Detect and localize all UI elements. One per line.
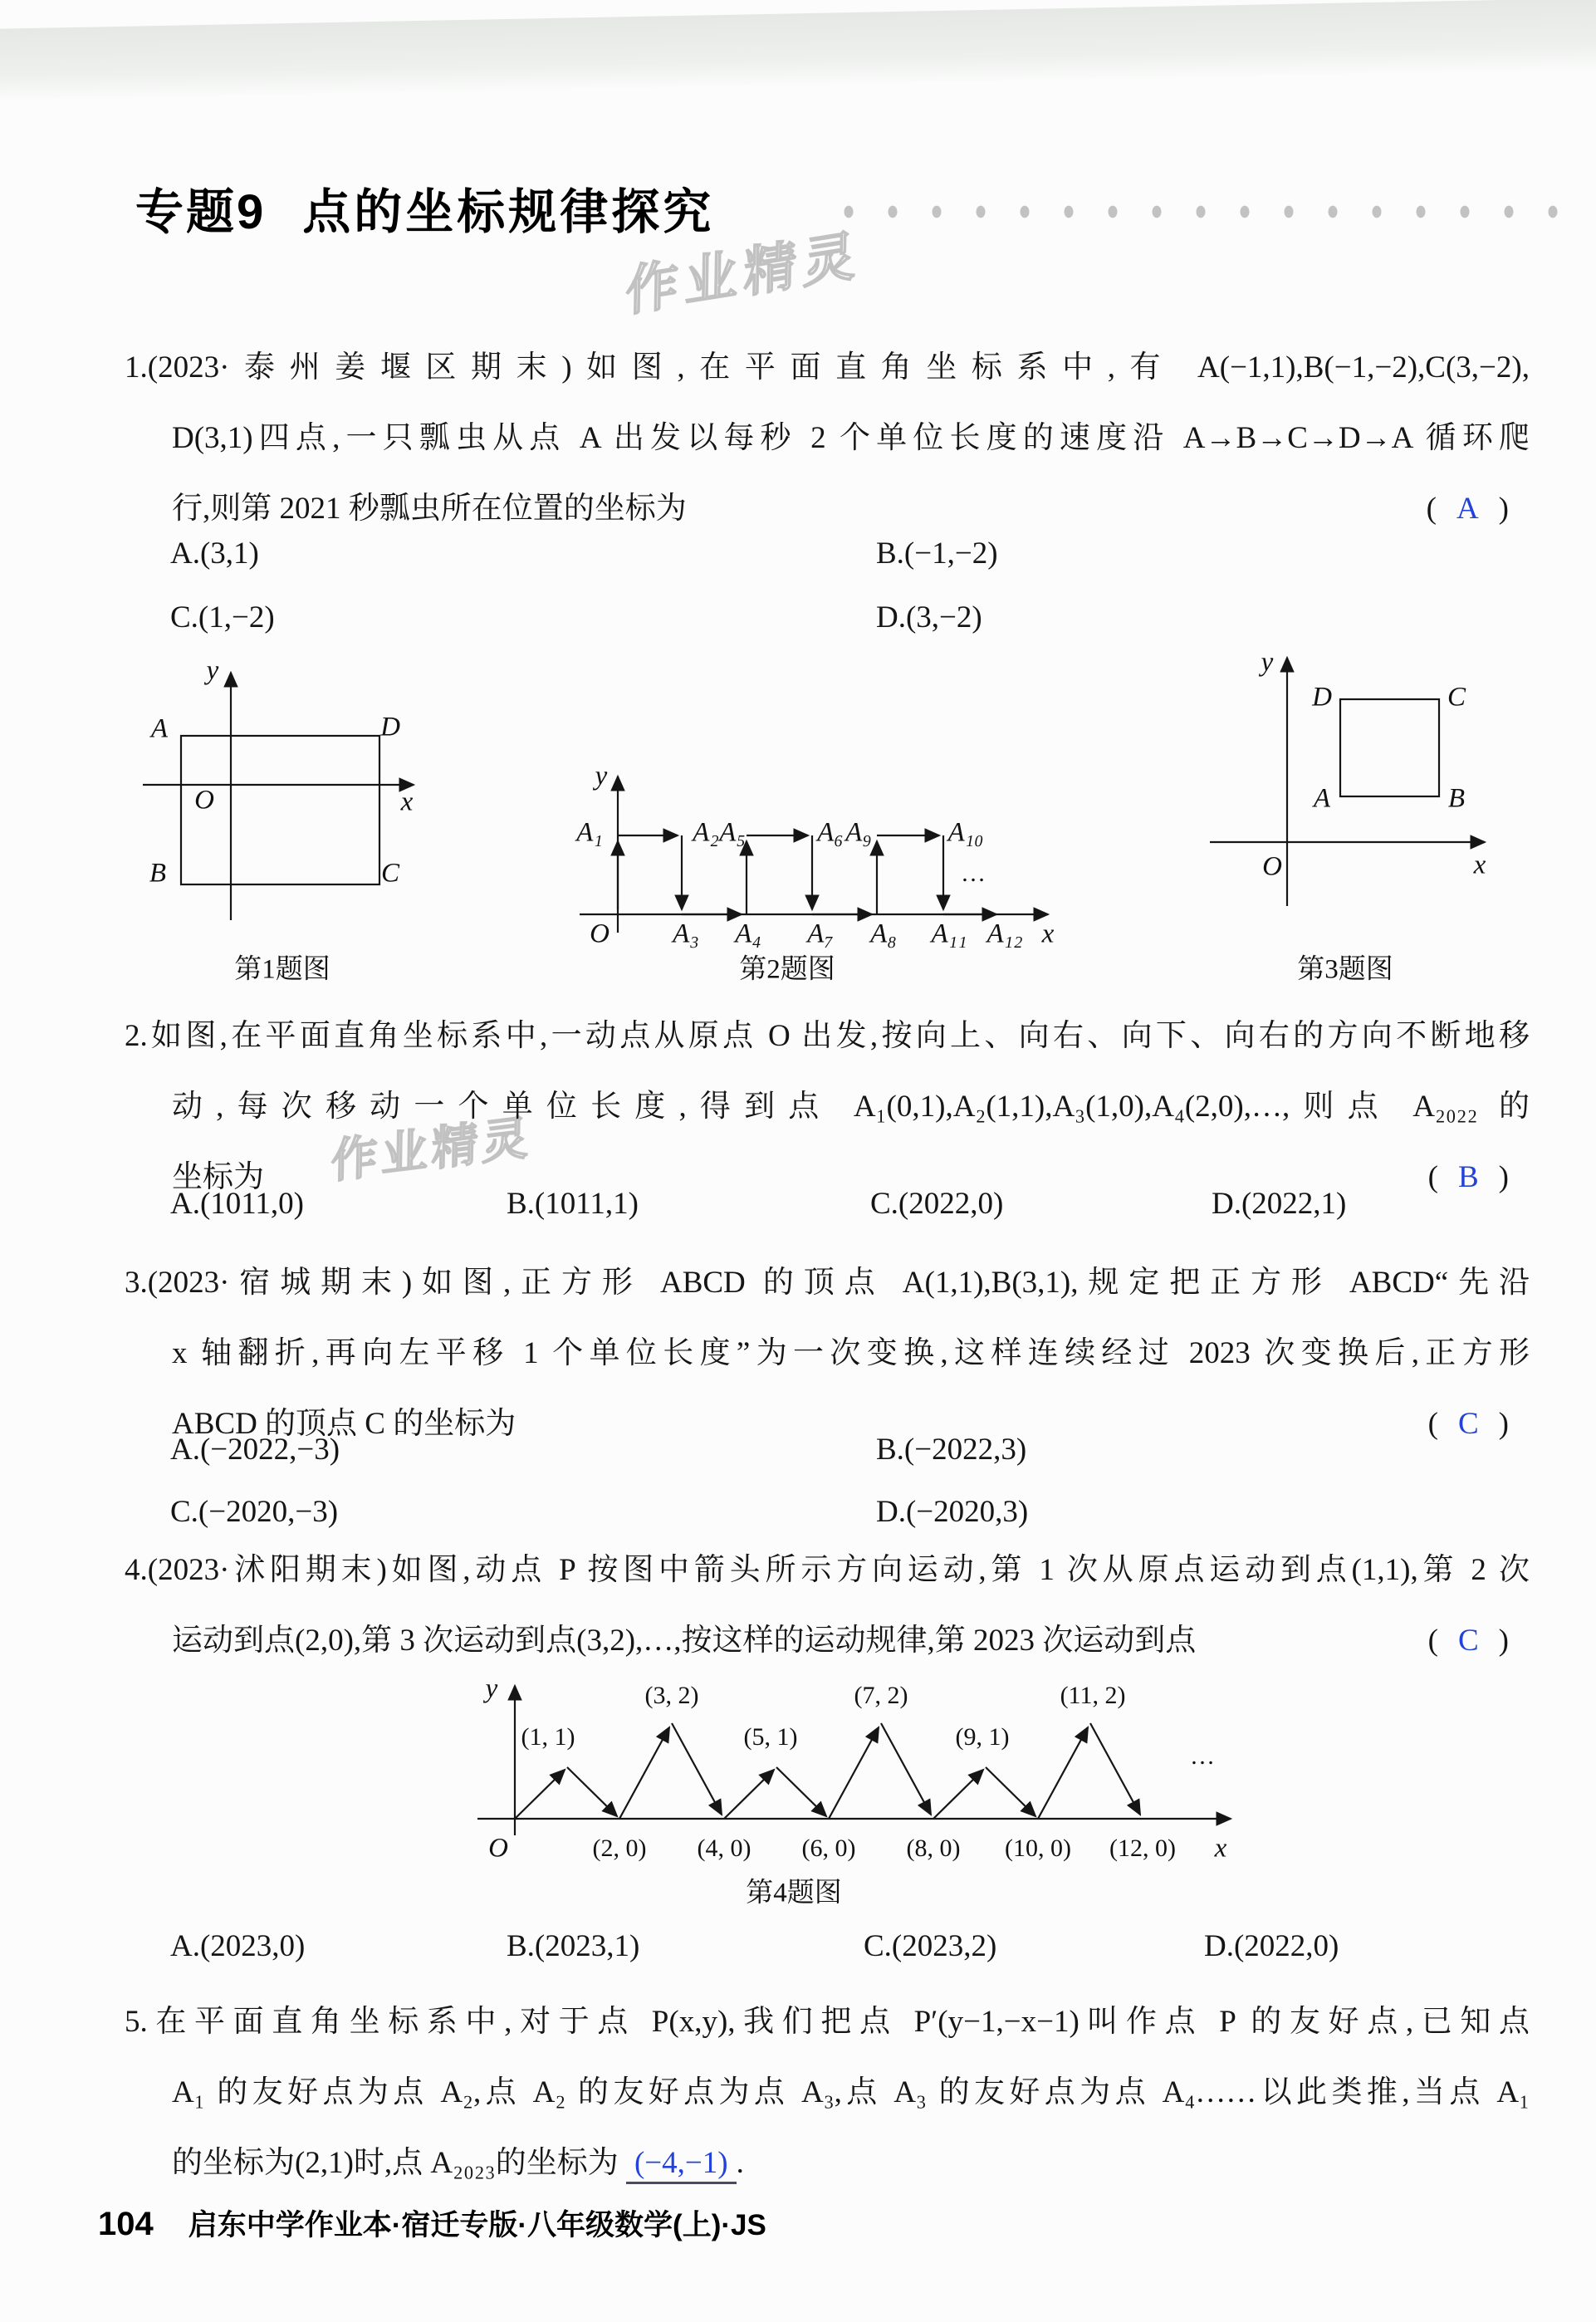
fig2-point-a5: A₅ [719,817,746,848]
fig2-x-label: x [1041,919,1055,949]
fig2-point-a9: A₉ [845,817,872,848]
fig2-point-a2: A₂ [693,817,719,848]
question-1-line-1: 1.(2023·泰州姜堰区期末)如图,在平面直角坐标系中,有 A(−1,1),B(−1,−2),C(3,−2), [125,350,1530,385]
q1-option-d: D.(3,−2) [876,600,982,634]
fig2-point-a7: A₇ [807,919,834,949]
question-5-line-2: A₁ 的友好点为点 A₂,点 A₂ 的友好点为点 A₃,点 A₃ 的友好点为点 A₄……以此类推,当点 A₁ [172,2075,1530,2109]
fig2-point-a4: A₄ [735,919,761,949]
topic-title: 点的坐标规律探究 [302,185,715,239]
q2-option-a: A.(1011,0) [170,1187,304,1221]
fig4-valley-2-0: (2, 0) [592,1835,647,1862]
figure-4-caption: 第4题图 [746,1878,842,1908]
q4-option-a: A.(2023,0) [170,1929,306,1963]
q5-answer-blank: (−4,−1) [626,2146,737,2184]
watermark: 作业精灵 [625,224,863,323]
figure-3-caption: 第3题图 [1297,954,1393,985]
page-footer [98,2202,766,2244]
question-1-line-2: D(3,1)四点,一只瓢虫从点 A 出发以每秒 2 个单位长度的速度沿 A→B→C→D→A 循环爬 [172,421,1530,455]
answer-letter-4: C [1457,1624,1479,1658]
fig3-origin: O [1262,851,1282,882]
question-3 [125,1247,1530,1459]
q3-option-b: B.(−2022,3) [876,1433,1027,1467]
q1-option-a: A.(3,1) [170,536,259,571]
q5-period: . [736,2146,744,2180]
fig2-y-label: y [595,761,608,791]
fig1-point-b: B [149,858,167,889]
fig4-valley-8-0: (8, 0) [906,1835,961,1862]
answer-bracket-1 [1427,473,1509,544]
q4-option-d: D.(2022,0) [1204,1929,1339,1963]
paren-open: ( [1426,492,1437,526]
q1-option-c: C.(1,−2) [170,600,275,634]
question-4-line-1: 4.(2023·沭阳期末)如图,动点 P 按图中箭头所示方向运动,第 1 次从原点运动到点(1,1),第 2 次 [125,1553,1530,1587]
question-4-line-2 [125,1605,1530,1676]
fig2-point-a8: A₈ [870,919,897,949]
fig1-point-c: C [380,858,400,889]
q4-option-b: B.(2023,1) [507,1929,640,1963]
figure-2-caption: 第2题图 [739,954,835,985]
fig2-origin: O [590,919,610,949]
fig3-point-d: D [1312,682,1332,713]
paren-close: ) [1498,492,1509,526]
fig4-peak-9-1: (9, 1) [955,1723,1010,1751]
answer-bracket-4 [1428,1605,1509,1676]
fig4-valley-4-0: (4, 0) [697,1835,751,1862]
fig1-y-label: y [206,655,219,686]
fig1-x-label: x [400,786,414,817]
q2-option-c: C.(2022,0) [870,1187,1004,1221]
fig2-point-a6: A₆ [817,817,844,848]
question-2-stem-end: 坐标为 [172,1160,264,1194]
question-5-line-3 [125,2128,1530,2198]
fig3-x-label: x [1473,850,1486,880]
question-3-stem-end: ABCD 的顶点 C 的坐标为 [172,1407,516,1441]
footer-text: 启东中学作业本·宿迁专版·八年级数学(上)·JS [188,2209,766,2241]
question-2-line-2: 动,每次移动一个单位长度,得到点 A₁(0,1),A₂(1,1),A₃(1,0),A₄(2,0),…,则点 A₂₀₂₂ 的 [172,1090,1530,1124]
answer-letter-3: C [1457,1407,1479,1441]
question-5-line-1: 5.在平面直角坐标系中,对于点 P(x,y),我们把点 P′(y−1,−x−1)叫作点 P 的友好点,已知点 [125,2005,1530,2039]
watermark: 作业精灵 [330,1110,533,1188]
question-3-line-1: 3.(2023·宿城期末)如图,正方形 ABCD 的顶点 A(1,1),B(3,1),规定把正方形 ABCD“先沿 [125,1266,1530,1300]
question-1-line-3 [125,473,1530,544]
fig2-ellipsis: … [961,860,986,887]
paren-open: ( [1427,1624,1438,1658]
paren-open: ( [1427,1160,1438,1194]
q1-option-b: B.(−1,−2) [876,536,998,571]
fig2-point-a10: A₁₀ [947,817,984,848]
page-title [135,173,714,242]
question-4 [125,1535,1530,1676]
fig4-origin: O [488,1833,508,1864]
fig3-point-a: A [1313,783,1331,814]
fig4-y-label: y [485,1673,498,1704]
fig1-point-a: A [150,713,169,744]
fig2-point-a12: A₁₂ [986,919,1023,949]
question-2 [125,1001,1530,1212]
fig1-point-d: D [380,712,400,742]
question-1 [125,332,1530,544]
fig2-point-a1: A₁ [576,817,603,848]
fig4-peak-5-1: (5, 1) [743,1723,798,1751]
answer-bracket-2 [1428,1142,1509,1212]
question-4-stem-end: 运动到点(2,0),第 3 次运动到点(3,2),…,按这样的运动规律,第 2023 次运动到点 [172,1624,1197,1658]
fig1-origin: O [194,785,214,816]
fig4-ellipsis: … [1190,1742,1215,1770]
question-2-line-1: 2.如图,在平面直角坐标系中,一动点从原点 O 出发,按向上、向右、向下、向右的方向不断地移 [125,1019,1530,1053]
figure-3-axes-square [1204,648,1536,926]
figure-1-caption: 第1题图 [234,954,330,985]
fig4-peak-3-2: (3, 2) [644,1682,699,1709]
q3-option-a: A.(−2022,−3) [170,1433,340,1467]
q3-option-c: C.(−2020,−3) [170,1495,339,1529]
fig4-valley-10-0: (10, 0) [1005,1835,1071,1862]
fig2-point-a3: A₃ [673,919,699,949]
fig4-peak-11-2: (11, 2) [1060,1682,1126,1709]
question-3-line-2: x 轴翻折,再向左平移 1 个单位长度”为一次变换,这样连续经过 2023 次变换后,正方形 [172,1336,1530,1370]
fig2-point-a11: A₁₁ [931,919,967,949]
paren-close: ) [1498,1624,1509,1658]
paren-close: ) [1498,1407,1509,1441]
answer-letter-2: B [1457,1160,1479,1194]
question-1-stem-end: 行,则第 2021 秒瓢虫所在位置的坐标为 [172,492,687,526]
q4-option-c: C.(2023,2) [864,1929,997,1963]
answer-bracket-3 [1428,1389,1509,1459]
fig3-y-label: y [1261,647,1274,678]
fig4-peak-1-1: (1, 1) [521,1723,575,1751]
q3-option-d: D.(−2020,3) [876,1495,1029,1529]
fig4-valley-6-0: (6, 0) [801,1835,856,1862]
page-number: 104 [98,2206,154,2242]
fig4-valley-12-0: (12, 0) [1109,1835,1176,1862]
paren-open: ( [1427,1407,1438,1441]
answer-letter-1: A [1456,492,1479,526]
q2-option-b: B.(1011,1) [507,1187,639,1221]
q2-option-d: D.(2022,1) [1212,1187,1347,1221]
fig4-x-label: x [1214,1833,1227,1864]
topic-number: 专题9 [135,185,267,239]
fig4-peak-7-2: (7, 2) [854,1682,908,1709]
question-5 [125,1986,1530,2198]
fig3-point-c: C [1447,682,1466,713]
scan-shadow-band [0,0,1596,100]
question-5-stem-end: 的坐标为(2,1)时,点 A₂₀₂₃的坐标为 [172,2146,619,2180]
title-leader-dots [839,199,1584,224]
paren-close: ) [1498,1160,1509,1194]
fig3-point-b: B [1447,783,1466,814]
